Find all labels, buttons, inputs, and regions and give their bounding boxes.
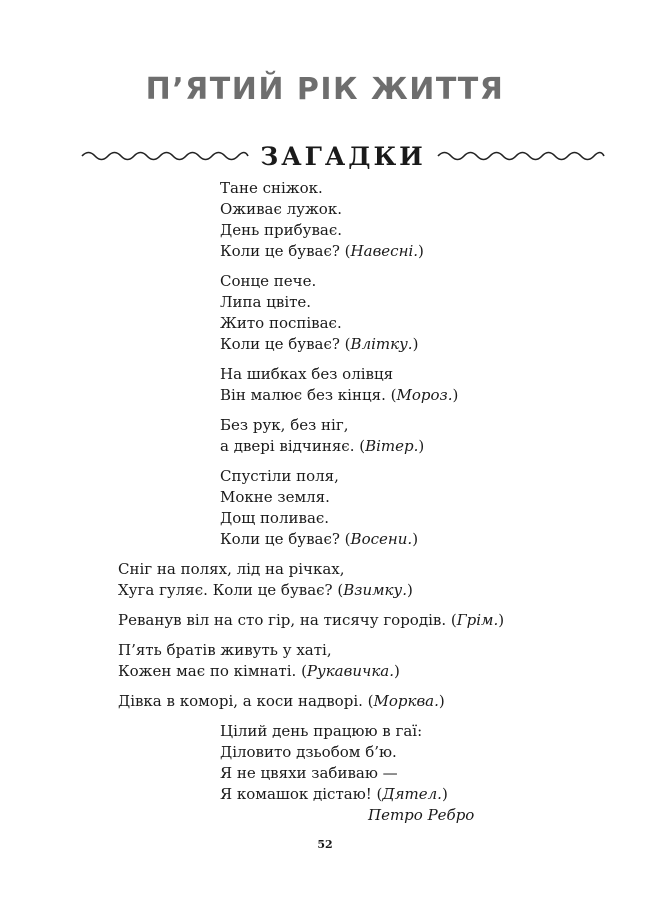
riddle-line <box>220 436 650 457</box>
riddle-text: Коли це буває? ( <box>220 242 351 260</box>
riddle-line <box>220 241 650 262</box>
riddle <box>0 610 650 631</box>
riddle-answer: Влітку. <box>350 335 413 353</box>
riddle-answer: Восени. <box>350 530 413 548</box>
riddle-text: а двері відчиняє. ( <box>220 437 366 455</box>
riddle-line <box>220 508 650 529</box>
riddle-line <box>220 763 650 784</box>
riddle-line <box>220 466 650 487</box>
riddle <box>0 691 650 712</box>
riddles-list <box>0 178 650 835</box>
riddle-text: Я не цвяхи забиваю — <box>220 764 398 782</box>
riddle-text: Спустіли поля, <box>220 467 339 485</box>
riddle-text: Дівка в коморі, а коси надворі. ( <box>118 692 374 710</box>
riddle-line <box>220 721 650 742</box>
riddle-answer-close: ) <box>452 386 459 404</box>
riddle-answer-close: ) <box>412 335 419 353</box>
riddle-line <box>220 742 650 763</box>
riddle-line <box>220 178 650 199</box>
riddle <box>0 640 650 682</box>
riddle-line <box>118 580 650 601</box>
riddle <box>0 559 650 601</box>
riddle-text: Діловито дзьобом б’ю. <box>220 743 397 761</box>
riddle-answer: Навесні. <box>350 242 419 260</box>
page-number: 52 <box>317 838 333 851</box>
riddle-line <box>220 784 650 805</box>
riddle-text: Оживає лужок. <box>220 200 342 218</box>
riddle-answer: Рукавичка. <box>306 662 395 680</box>
riddle-author: Петро Ребро <box>368 806 475 824</box>
riddle-line <box>118 640 650 661</box>
riddle <box>0 271 650 355</box>
riddle-text: П’ять братів живуть у хаті, <box>118 641 332 659</box>
riddle-answer-close: ) <box>441 785 448 803</box>
riddle <box>0 466 650 550</box>
riddle-text: Жито поспіває. <box>220 314 342 332</box>
riddle-line <box>220 199 650 220</box>
riddle-answer: Грім. <box>456 611 499 629</box>
riddle-answer-close: ) <box>412 530 419 548</box>
riddle-line <box>220 529 650 550</box>
riddle-text: День прибуває. <box>220 221 343 239</box>
riddle-text: Реванув віл на сто гір, на тисячу городів. ( <box>118 611 457 629</box>
riddle-answer-close: ) <box>418 437 425 455</box>
riddle <box>0 364 650 406</box>
chapter-title: П’ЯТИЙ РІК ЖИТТЯ <box>145 72 505 107</box>
riddle-line <box>220 313 650 334</box>
riddle-text: На шибках без олівця <box>220 365 394 383</box>
riddle-text: Я комашок дістаю! ( <box>220 785 383 803</box>
riddle-text: Цілий день працюю в гаї: <box>220 722 423 740</box>
section-title: ЗАГАДКИ <box>260 141 426 171</box>
riddle-text: Сонце пече. <box>220 272 317 290</box>
riddle-text: Кожен має по кімнаті. ( <box>118 662 307 680</box>
riddle <box>0 178 650 262</box>
riddle-line <box>220 220 650 241</box>
riddle-text: Він малює без кінця. ( <box>220 386 397 404</box>
riddle-text: Мокне земля. <box>220 488 330 506</box>
riddle-line <box>220 271 650 292</box>
riddle-text: Коли це буває? ( <box>220 530 351 548</box>
riddle-text: Хуга гуляє. Коли це буває? ( <box>118 581 344 599</box>
riddle-text: Тане сніжок. <box>220 179 323 197</box>
riddle-answer: Вітер. <box>365 437 419 455</box>
left-wave-ornament <box>80 149 250 163</box>
riddle-answer: Взимку. <box>343 581 407 599</box>
riddle-text: Липа цвіте. <box>220 293 312 311</box>
riddle-answer-close: ) <box>394 662 400 680</box>
riddle-line <box>220 487 650 508</box>
riddle-line <box>118 559 650 580</box>
riddle-text: Без рук, без ніг, <box>220 416 349 434</box>
riddle-line <box>220 415 650 436</box>
riddle <box>0 415 650 457</box>
section-heading <box>88 140 598 172</box>
riddle-text: Коли це буває? ( <box>220 335 351 353</box>
riddle-answer: Дятел. <box>382 785 442 803</box>
riddle-answer: Морква. <box>373 692 439 710</box>
riddle-answer-close: ) <box>498 611 505 629</box>
riddle-line <box>220 385 650 406</box>
riddle-answer-close: ) <box>418 242 424 260</box>
riddle-text: Сніг на полях, лід на річках, <box>118 560 345 578</box>
right-wave-ornament <box>436 149 606 163</box>
riddle-line <box>220 364 650 385</box>
riddle-line <box>118 661 650 682</box>
riddle-line <box>118 691 650 712</box>
riddle-line <box>220 334 650 355</box>
riddle-answer: Мороз. <box>396 386 453 404</box>
riddle-line <box>220 292 650 313</box>
riddle-answer-close: ) <box>438 692 445 710</box>
riddle-answer-close: ) <box>406 581 413 599</box>
riddle-line <box>118 610 650 631</box>
riddle <box>0 721 650 826</box>
riddle-text: Дощ поливає. <box>220 509 330 527</box>
